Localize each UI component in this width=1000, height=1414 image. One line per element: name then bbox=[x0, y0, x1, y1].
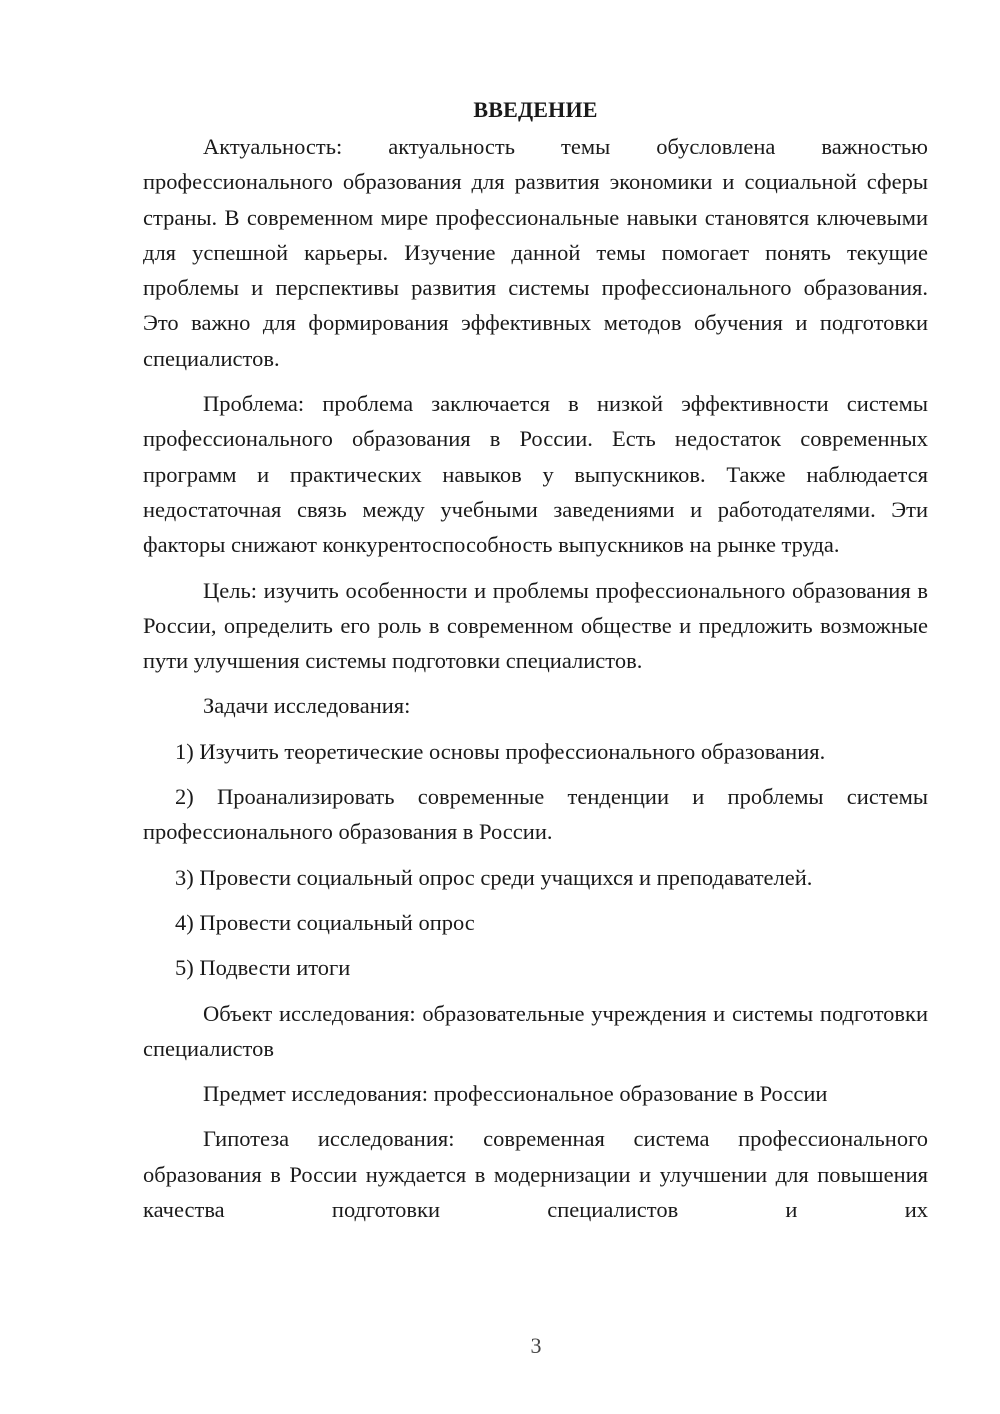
task-item-4: 4) Провести социальный опрос bbox=[175, 909, 475, 935]
document-page bbox=[143, 92, 928, 1227]
page-number: 3 bbox=[530, 1333, 542, 1358]
task-item-3: 3) Провести социальный опрос среди учащихся и преподавателей. bbox=[175, 864, 813, 890]
goal-paragraph: Цель: изучить особенности и проблемы профессионального образования в России, определить его роль в современном обществе и предложить возможные пути улучшения системы подготовки специалистов. bbox=[143, 577, 928, 674]
section-heading: ВВЕДЕНИЕ bbox=[473, 97, 598, 122]
tasks-heading: Задачи исследования: bbox=[203, 693, 411, 719]
relevance-paragraph: Актуальность: актуальность темы обусловлена важностью профессионального образования для развития экономики и социальной сферы страны. В современном мире профессиональные навыки становятся ключевыми для успешной карьеры. Изучение данной темы помогает понять текущие проблемы и перспективы развития системы профессионального образования. Это важно для формирования эффективных методов обучения и подготовки специалистов. bbox=[143, 134, 928, 371]
research-subject-paragraph: Предмет исследования: профессиональное образование в России bbox=[203, 1081, 828, 1107]
task-item-5: 5) Подвести итоги bbox=[175, 955, 351, 981]
task-item-2: 2) Проанализировать современные тенденции и проблемы системы профессионального образования в России. bbox=[143, 784, 928, 845]
problem-paragraph: Проблема: проблема заключается в низкой эффективности системы профессионального образования в России. Есть недостаток современных программ и практических навыков у выпускников. Также наблюдается недостаточная связь между учебными заведениями и работодателями. Эти факторы снижают конкурентоспособность выпускников на рынке труда. bbox=[143, 391, 928, 558]
hypothesis-paragraph: Гипотеза исследования: современная система профессионального образования в России нуждается в модернизации и улучшении для повышения качества подготовки специалистов и их bbox=[143, 1126, 928, 1223]
research-object-paragraph: Объект исследования: образовательные учреждения и системы подготовки специалистов bbox=[143, 1000, 928, 1061]
task-item-1: 1) Изучить теоретические основы профессионального образования. bbox=[175, 738, 826, 764]
